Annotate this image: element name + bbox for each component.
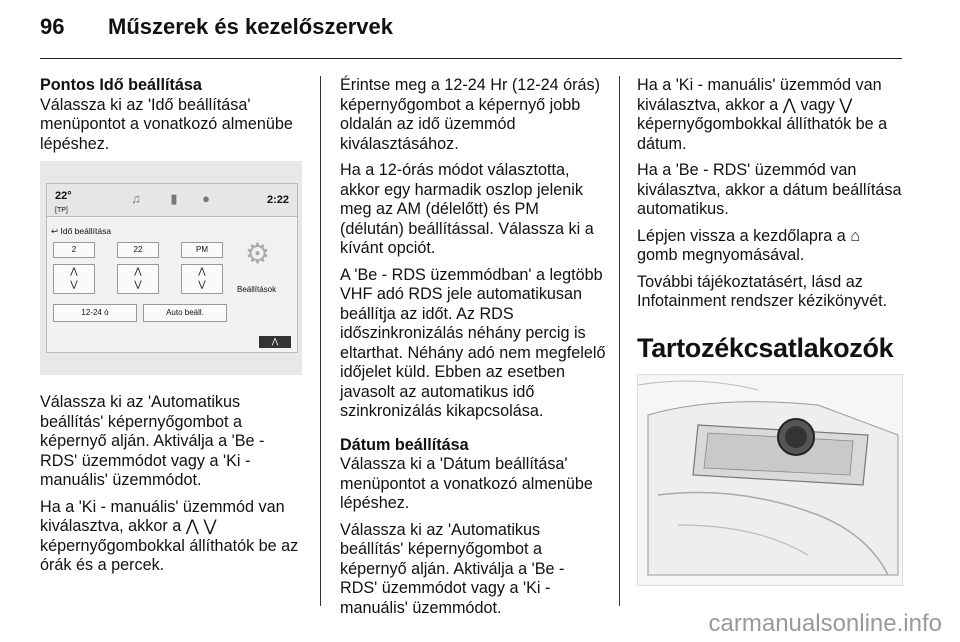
settings-label: Beállítások bbox=[237, 285, 277, 294]
auto-set-button[interactable]: Auto beáll. bbox=[143, 304, 227, 322]
minute-value: 22 bbox=[117, 242, 159, 258]
chevron-down-icon[interactable]: ⋁ bbox=[198, 279, 206, 289]
ampm-stepper[interactable] bbox=[181, 264, 223, 294]
hour-stepper[interactable] bbox=[53, 264, 95, 294]
phone-icon: ▮ bbox=[170, 191, 178, 206]
hour-value: 2 bbox=[53, 242, 95, 258]
paragraph: Ha a 'Be - RDS' üzemmód van kiválasztva, akkor a dátum beállítása automatikus. bbox=[637, 161, 902, 218]
paragraph: Érintse meg a 12-24 Hr (12-24 órás) képernyőgombot a képernyő jobb oldalán az idő üzemmód kiválasztásához. bbox=[340, 76, 601, 153]
format-button[interactable]: 12-24 ó bbox=[53, 304, 137, 322]
ampm-value: PM bbox=[181, 242, 223, 258]
submenu-title: ↩ Idő beállítása bbox=[51, 226, 112, 236]
chevron-down-icon[interactable]: ⋁ bbox=[70, 279, 78, 289]
header-rule bbox=[40, 58, 902, 59]
column-1 bbox=[40, 76, 306, 583]
socket-drawing bbox=[638, 375, 902, 585]
paragraph: A 'Be - RDS üzemmódban' a legtöbb VHF adó RDS jele automatikusan beállítja az időt. Az RDS időszinkronizálás néhány percig is eltarthat. Néhány adó nem megfelelő időjelet küld. Ebben az esetben javasolt az automatikus idő szinkronizálás kikapcsolása. bbox=[340, 265, 606, 420]
clock: 2:22 bbox=[266, 194, 289, 206]
column-2 bbox=[340, 76, 606, 625]
column-divider-2 bbox=[619, 76, 620, 606]
collapse-button[interactable] bbox=[259, 336, 291, 348]
back-icon: ↩ bbox=[51, 226, 59, 236]
page-title: Műszerek és kezelőszervek bbox=[108, 14, 393, 39]
chevron-up-icon: ⋀ bbox=[271, 337, 279, 346]
paragraph: Ha a 'Ki - manuális' üzemmód van kiválasztva, akkor a ⋀ ⋁ képernyőgombokkal állíthatók be az órák és a percek. bbox=[40, 497, 299, 574]
temperature: 22° bbox=[55, 190, 72, 202]
screen bbox=[46, 183, 298, 353]
time-heading: Pontos Idő beállítása bbox=[40, 76, 202, 94]
paragraph: Válassza ki az 'Automatikus beállítás' képernyőgombot a képernyő alján. Aktiválja a 'Be - RDS' üzemmódot vagy a 'Ki - manuális' üzemmódot. bbox=[340, 520, 565, 617]
section-heading: Tartozékcsatlakozók bbox=[637, 332, 894, 363]
chevron-up-icon[interactable]: ⋀ bbox=[134, 266, 142, 276]
page-number: 96 bbox=[40, 14, 65, 39]
music-icon: ♫ bbox=[131, 191, 141, 206]
tp-indicator: [TP] bbox=[55, 207, 68, 214]
paragraph: További tájékoztatásért, lásd az Infotainment rendszer kézikönyvét. bbox=[637, 272, 888, 310]
paragraph: Válassza ki az 'Idő beállítása' menüpontot a vonatkozó almenübe lépéshez. bbox=[40, 95, 293, 153]
paragraph: Ha a 12-órás módot választotta, akkor egy harmadik oszlop jelenik meg az AM (délelőtt) és PM (délután) beállítással. Válassza ki a kívánt opciót. bbox=[340, 161, 594, 257]
paragraph: Ha a 'Ki - manuális' üzemmód van kiválasztva, akkor a ⋀ vagy ⋁ képernyőgombokkal állíthatók be a dátum. bbox=[637, 76, 888, 153]
paragraph: Válassza ki a 'Dátum beállítása' menüpontot a vonatkozó almenübe lépéshez. bbox=[340, 455, 593, 512]
column-divider-1 bbox=[320, 76, 321, 606]
date-heading: Dátum beállítása bbox=[340, 435, 469, 454]
paragraph: Válassza ki az 'Automatikus beállítás' képernyőgombot a képernyő alján. Aktiválja a 'Be - RDS' üzemmódot vagy a 'Ki - manuális' üzemmódot. bbox=[40, 393, 265, 489]
column-3 bbox=[637, 76, 903, 586]
chevron-down-icon[interactable]: ⋁ bbox=[134, 279, 142, 289]
top-bar bbox=[47, 184, 297, 217]
info-icon: ● bbox=[202, 191, 210, 206]
time-settings-screenshot bbox=[40, 161, 302, 375]
chevron-up-icon[interactable]: ⋀ bbox=[198, 266, 206, 276]
chevron-up-icon[interactable]: ⋀ bbox=[70, 266, 78, 276]
footer-watermark: carmanualsonline.info bbox=[708, 610, 942, 637]
gear-icon: ⚙ bbox=[245, 238, 271, 269]
paragraph: Lépjen vissza a kezdőlapra a ⌂ gomb megnyomásával. bbox=[637, 226, 861, 264]
minute-stepper[interactable] bbox=[117, 264, 159, 294]
accessory-socket-illustration bbox=[637, 374, 903, 586]
